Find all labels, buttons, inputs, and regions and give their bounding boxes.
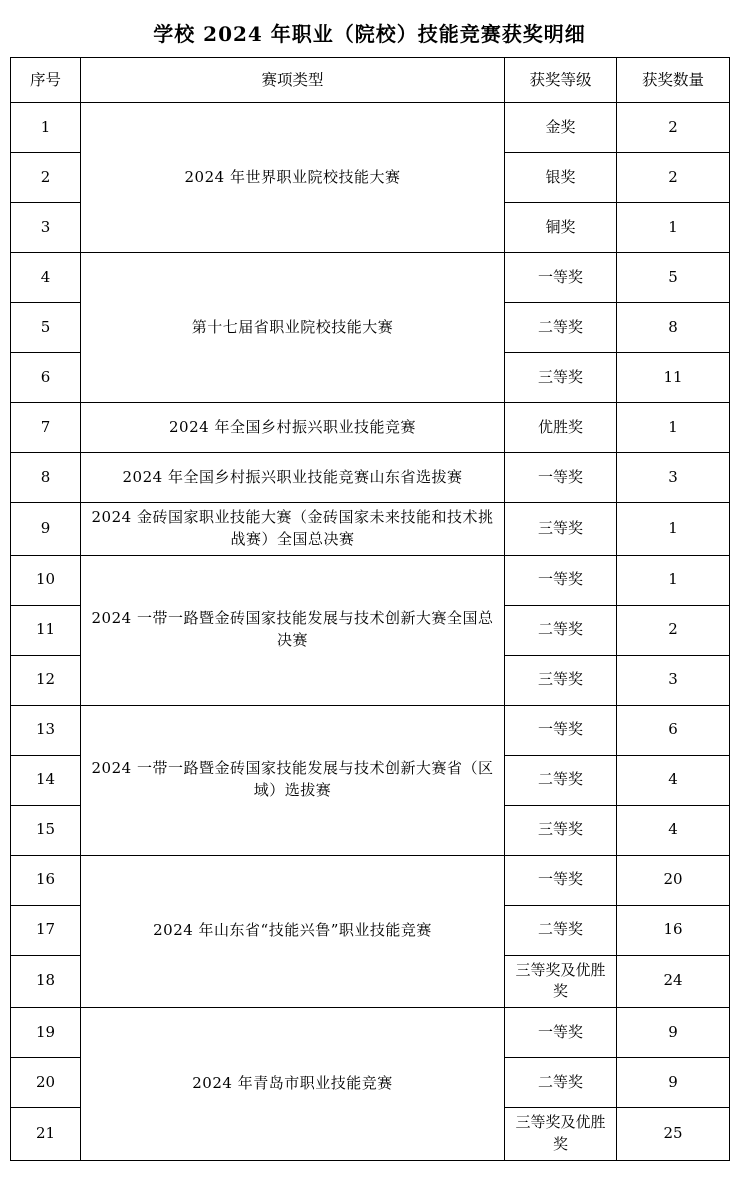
cell-index: 18 [11, 955, 81, 1008]
table-row [11, 503, 730, 556]
cell-award-count: 1 [617, 555, 730, 605]
cell-award-level: 三等奖 [505, 805, 617, 855]
cell-award-level: 二等奖 [505, 1058, 617, 1108]
cell-index: 1 [11, 103, 81, 153]
cell-award-level: 二等奖 [505, 303, 617, 353]
cell-award-count: 11 [617, 353, 730, 403]
table-row [11, 705, 730, 755]
cell-competition-type: 2024 一带一路暨金砖国家技能发展与技术创新大赛全国总决赛 [81, 555, 505, 705]
cell-competition-type: 2024 年全国乡村振兴职业技能竞赛 [81, 403, 505, 453]
cell-competition-type: 2024 年山东省“技能兴鲁”职业技能竞赛 [81, 855, 505, 1008]
cell-award-count: 1 [617, 403, 730, 453]
cell-award-count: 6 [617, 705, 730, 755]
cell-award-count: 8 [617, 303, 730, 353]
cell-award-count: 24 [617, 955, 730, 1008]
cell-index: 5 [11, 303, 81, 353]
cell-award-count: 9 [617, 1008, 730, 1058]
page-title: 学校 2024 年职业（院校）技能竞赛获奖明细 [153, 22, 586, 46]
cell-award-level: 优胜奖 [505, 403, 617, 453]
cell-award-count: 4 [617, 805, 730, 855]
table-row [11, 855, 730, 905]
cell-award-count: 1 [617, 503, 730, 556]
cell-award-count: 3 [617, 655, 730, 705]
cell-award-level: 银奖 [505, 153, 617, 203]
table-row [11, 403, 730, 453]
cell-award-level: 三等奖 [505, 655, 617, 705]
cell-index: 3 [11, 203, 81, 253]
cell-award-count: 16 [617, 905, 730, 955]
cell-award-level: 金奖 [505, 103, 617, 153]
column-header-count: 获奖数量 [617, 58, 730, 103]
award-detail-table [10, 57, 730, 1161]
cell-award-level: 二等奖 [505, 755, 617, 805]
cell-award-count: 2 [617, 605, 730, 655]
cell-index: 19 [11, 1008, 81, 1058]
cell-index: 11 [11, 605, 81, 655]
cell-index: 7 [11, 403, 81, 453]
cell-index: 8 [11, 453, 81, 503]
column-header-index: 序号 [11, 58, 81, 103]
table-row [11, 1008, 730, 1058]
column-header-type: 赛项类型 [81, 58, 505, 103]
column-header-level: 获奖等级 [505, 58, 617, 103]
cell-index: 14 [11, 755, 81, 805]
cell-competition-type: 第十七届省职业院校技能大赛 [81, 253, 505, 403]
cell-award-level: 一等奖 [505, 253, 617, 303]
table-row [11, 453, 730, 503]
cell-award-count: 4 [617, 755, 730, 805]
cell-award-count: 5 [617, 253, 730, 303]
cell-competition-type: 2024 年全国乡村振兴职业技能竞赛山东省选拔赛 [81, 453, 505, 503]
cell-award-level: 一等奖 [505, 855, 617, 905]
cell-index: 17 [11, 905, 81, 955]
cell-index: 4 [11, 253, 81, 303]
cell-award-count: 9 [617, 1058, 730, 1108]
cell-competition-type: 2024 年世界职业院校技能大赛 [81, 103, 505, 253]
cell-index: 21 [11, 1108, 81, 1161]
cell-award-count: 3 [617, 453, 730, 503]
cell-award-count: 25 [617, 1108, 730, 1161]
table-row [11, 253, 730, 303]
cell-award-level: 铜奖 [505, 203, 617, 253]
cell-award-level: 三等奖 [505, 503, 617, 556]
cell-competition-type: 2024 金砖国家职业技能大赛（金砖国家未来技能和技术挑战赛）全国总决赛 [81, 503, 505, 556]
table-header-row [11, 58, 730, 103]
cell-award-level: 一等奖 [505, 705, 617, 755]
cell-index: 9 [11, 503, 81, 556]
cell-competition-type: 2024 一带一路暨金砖国家技能发展与技术创新大赛省（区域）选拔赛 [81, 705, 505, 855]
cell-index: 16 [11, 855, 81, 905]
table-row [11, 555, 730, 605]
cell-award-level: 三等奖 [505, 353, 617, 403]
cell-award-level: 二等奖 [505, 605, 617, 655]
cell-index: 2 [11, 153, 81, 203]
cell-index: 20 [11, 1058, 81, 1108]
cell-award-level: 一等奖 [505, 453, 617, 503]
cell-index: 13 [11, 705, 81, 755]
cell-award-level: 一等奖 [505, 555, 617, 605]
cell-award-count: 2 [617, 103, 730, 153]
cell-index: 12 [11, 655, 81, 705]
cell-index: 6 [11, 353, 81, 403]
cell-competition-type: 2024 年青岛市职业技能竞赛 [81, 1008, 505, 1161]
cell-award-level: 一等奖 [505, 1008, 617, 1058]
cell-award-count: 1 [617, 203, 730, 253]
table-row [11, 103, 730, 153]
cell-index: 10 [11, 555, 81, 605]
cell-award-level: 二等奖 [505, 905, 617, 955]
cell-award-count: 20 [617, 855, 730, 905]
cell-award-level: 三等奖及优胜奖 [505, 955, 617, 1008]
cell-award-level: 三等奖及优胜奖 [505, 1108, 617, 1161]
cell-index: 15 [11, 805, 81, 855]
cell-award-count: 2 [617, 153, 730, 203]
table-body [11, 103, 730, 1161]
table-header [11, 58, 730, 103]
